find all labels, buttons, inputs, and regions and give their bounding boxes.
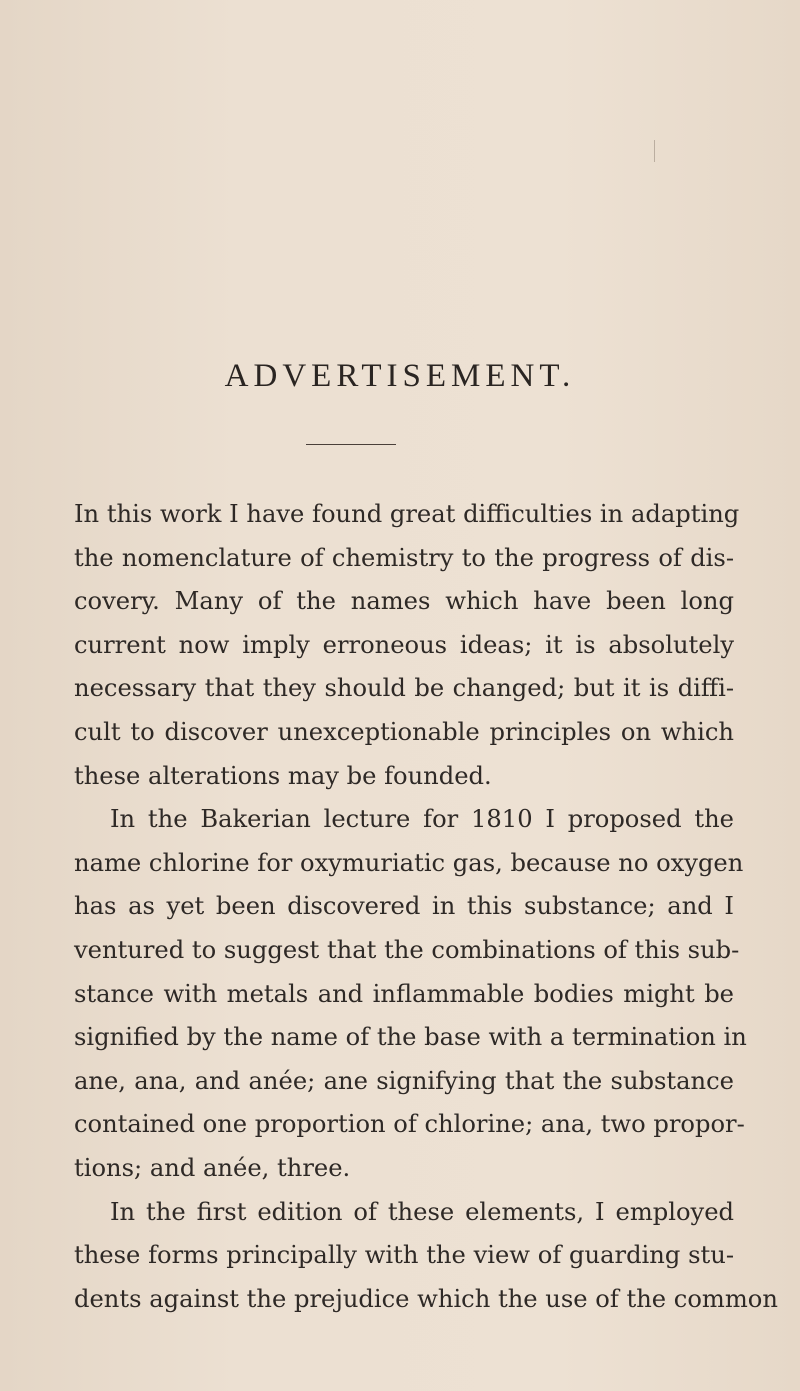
text-line: In the first edition of these elements, I employed: [110, 1197, 734, 1226]
text-line: name chlorine for oxymuriatic gas, because no oxygen: [74, 848, 744, 877]
text-line: current now imply erroneous ideas; it is absolutely: [74, 630, 734, 659]
page-edge-mark: [652, 140, 655, 162]
text-line: contained one proportion of chlorine; ana, two propor-: [74, 1110, 745, 1139]
text-line: ane, ana, and anée; ane signifying that the substance: [74, 1066, 734, 1095]
text-line: the nomenclature of chemistry to the progress of dis-: [74, 543, 734, 572]
text-line: signified by the name of the base with a termination in: [74, 1023, 747, 1052]
text-line: In this work I have found great difficulties in adapting: [74, 500, 740, 528]
text-line: dents against the prejudice which the use of the common: [74, 1284, 778, 1313]
text-line: covery. Many of the names which have been long: [74, 587, 734, 616]
text-line: these forms principally with the view of guarding stu-: [74, 1241, 734, 1270]
page-heading: ADVERTISEMENT.: [224, 358, 576, 394]
text-line: cult to discover unexceptionable principles on which: [74, 717, 734, 746]
text-line: In the Bakerian lecture for 1810 I proposed the: [110, 805, 734, 834]
body-text: [74, 493, 778, 1321]
text-line: stance with metals and inflammable bodies might be: [74, 979, 734, 1008]
heading-rule: [306, 444, 396, 445]
text-line: tions; and anée, three.: [74, 1153, 351, 1182]
text-line: has as yet been discovered in this substance; and I: [74, 892, 734, 921]
text-line: these alterations may be founded.: [74, 761, 492, 790]
text-line: ventured to suggest that the combinations of this sub-: [74, 935, 740, 964]
text-line: necessary that they should be changed; but it is diffi-: [74, 674, 734, 703]
